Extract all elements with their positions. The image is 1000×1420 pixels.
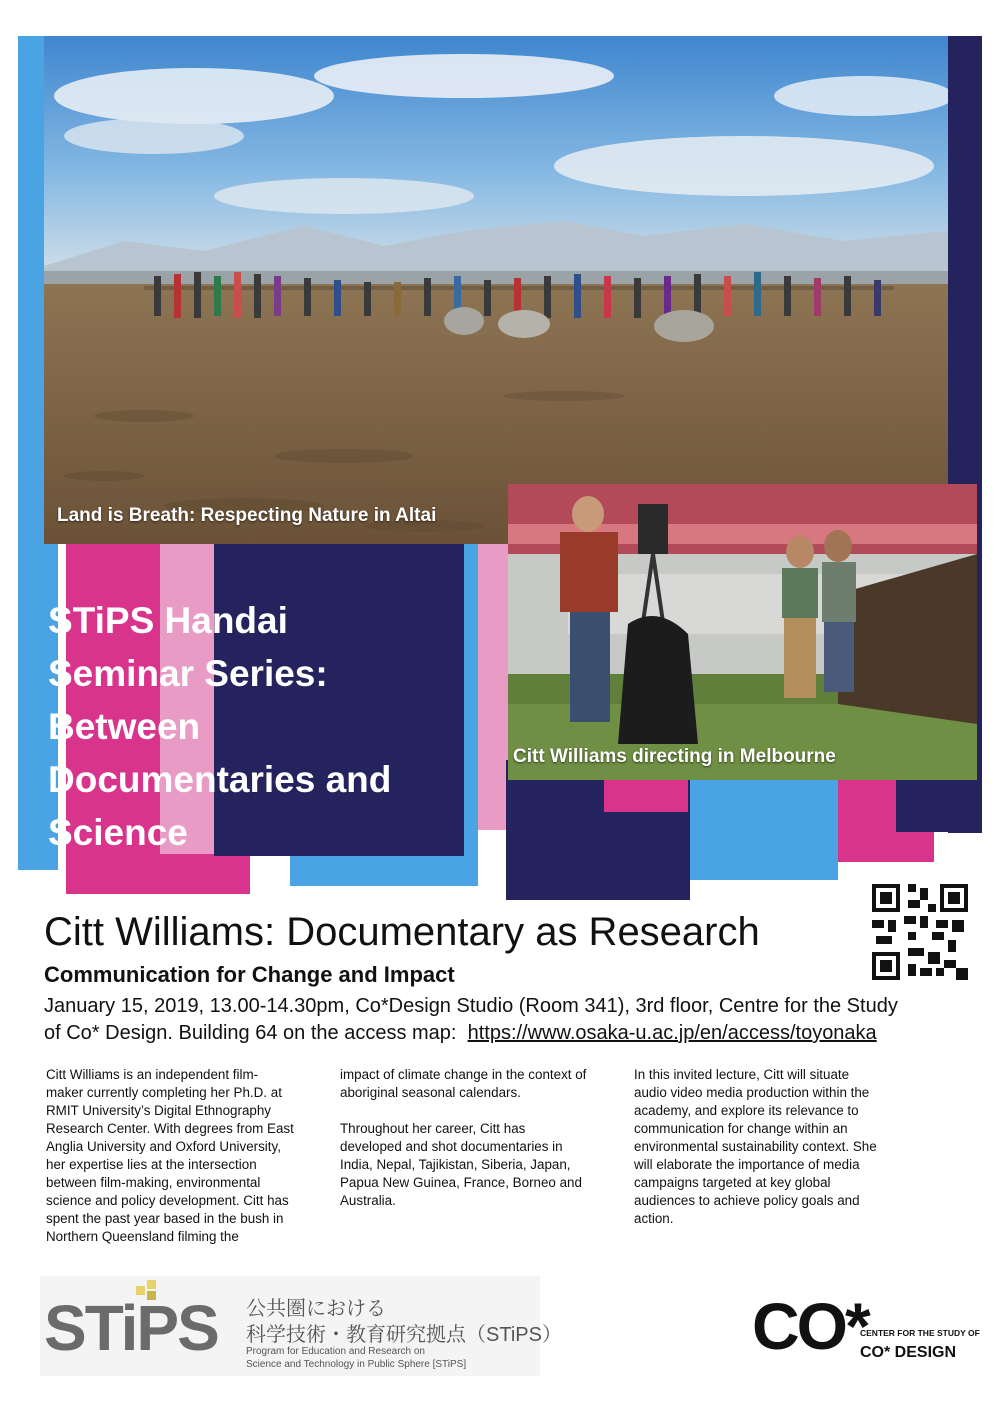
stips-jp-line2: 科学技術・教育研究拠点（STiPS）: [246, 1324, 562, 1346]
melbourne-photo: [508, 484, 977, 780]
altai-photo: [44, 36, 948, 544]
event-subtitle: Communication for Change and Impact: [44, 962, 455, 987]
altai-landscape-image: [44, 36, 948, 544]
body-column-3: [634, 1066, 882, 1246]
stips-en-line1: Program for Education and Research on: [246, 1346, 425, 1357]
event-title: Citt Williams: Documentary as Research: [44, 910, 760, 954]
body-column-1: [46, 1066, 294, 1264]
stips-jp-line1: 公共圏における: [246, 1298, 386, 1320]
career-paragraph: Throughout her career, Citt has developed and shot documentaries in India, Nepal, Tajikistan, Siberia, Japan, Papua New Guinea, France, Borneo and Australia.: [340, 1121, 582, 1208]
series-title-line: Science: [48, 812, 188, 853]
series-title-line: Between: [48, 706, 201, 747]
qr-code[interactable]: [872, 884, 968, 980]
bio-paragraph: Citt Williams is an independent film-maker currently completing her Ph.D. at RMIT University’s Digital Ethnography Research Center. With degrees from East Anglia University and Oxford University, her expertise lies at the intersection between film-making, environmental science and policy development. Citt has spent the past year based in the bush in Northern Queensland filming the: [46, 1067, 294, 1244]
event-building-text: of Co* Design. Building 64 on the access map:: [44, 1022, 468, 1044]
co-line2: CO* DESIGN: [860, 1344, 957, 1361]
body-column-2: [340, 1066, 588, 1228]
altai-photo-caption: Land is Breath: Respecting Nature in Altai: [57, 505, 437, 526]
stips-logo-block: [40, 1276, 562, 1376]
lecture-paragraph: In this invited lecture, Citt will situate audio video media production within the academy, and explore its relevance to communication for change within an environmental sustainability context. She will elaborate the importance of media campaigns targeted at key global audiences to achieve policy goals and action.: [634, 1067, 877, 1226]
series-title-line: Documentaries and: [48, 759, 392, 800]
event-building-line: [44, 1020, 954, 1047]
co-logo: CO*: [752, 1289, 868, 1363]
stips-en-line2: Science and Technology in Public Sphere [STiPS]: [246, 1359, 467, 1370]
melbourne-directing-image: [508, 484, 977, 780]
bio-paragraph-continued: impact of climate change in the context of aboriginal seasonal calendars.: [340, 1067, 587, 1100]
series-title-line: Seminar Series:: [48, 653, 328, 694]
co-design-logo-block: [752, 1289, 980, 1370]
event-date-location: January 15, 2019, 13.00-14.30pm, Co*Design Studio (Room 341), 3rd floor, Centre for the Study: [44, 995, 898, 1017]
co-line1: CENTER FOR THE STUDY OF: [860, 1328, 980, 1338]
stips-logo: STiPS: [44, 1292, 218, 1364]
series-title-line: STiPS Handai: [48, 600, 288, 641]
qr-code-icon: [872, 884, 968, 980]
event-details: [44, 993, 954, 1047]
melbourne-photo-caption: Citt Williams directing in Melbourne: [513, 746, 836, 767]
access-map-link[interactable]: https://www.osaka-u.ac.jp/en/access/toyonaka: [467, 1022, 877, 1044]
seminar-series-title: [48, 594, 468, 859]
